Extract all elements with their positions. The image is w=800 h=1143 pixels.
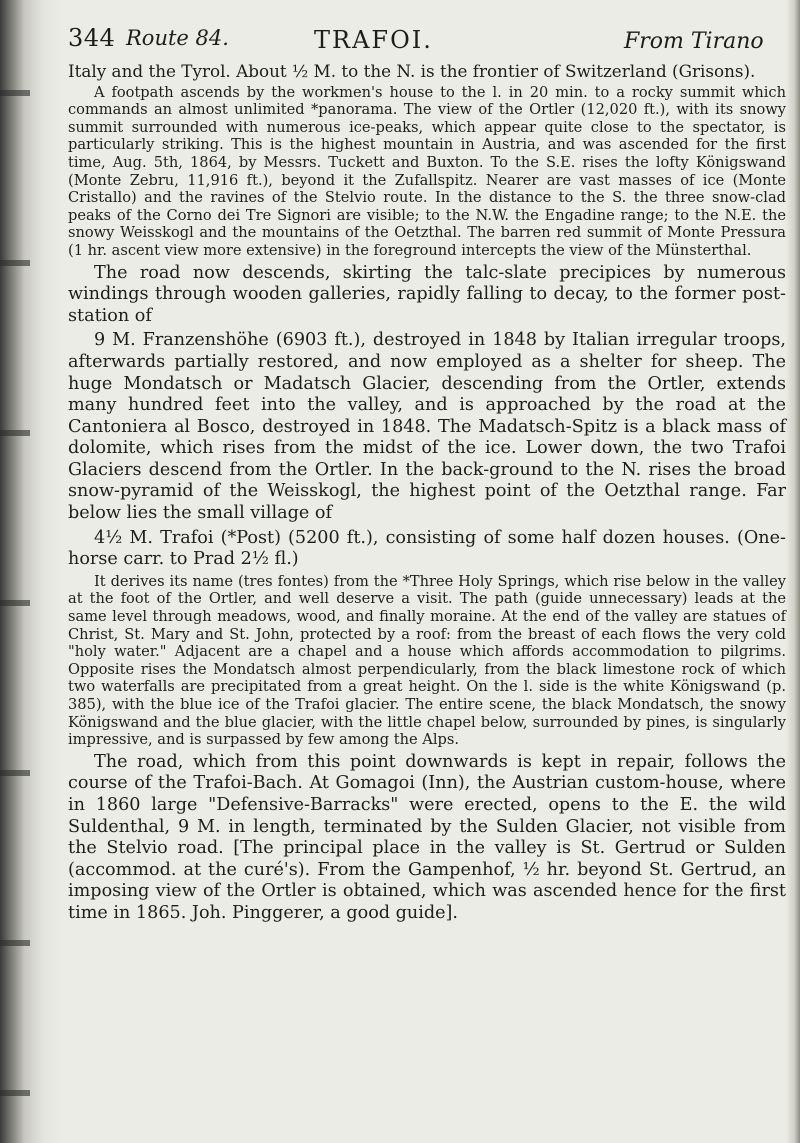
- book-page: [68, 14, 786, 1136]
- paragraph-franzenshohe: 9 M. Franzenshöhe (6903 ft.), destroyed in 1848 by Italian irregular troops, afterwards partially restored, and now employed as a shelter for sheep. The huge Mondatsch or Madatsch Glacier, descending from the Ortler, extends many hundred feet into the valley, and is approached by the road at the Cantoniera al Bosco, destroyed in 1848. The Madatsch-Spitz is a black mass of dolomite, which rises from the midst of the ice. Lower down, the two Trafoi Glaciers descend from the Ortler. In the back-ground to the N. rises the broad snow-pyramid of the Weisskogl, the highest point of the Oetzthal range. Far below lies the small village of: [68, 330, 786, 524]
- paragraph-road-repair: The road, which from this point downwards is kept in repair, follows the course of the Trafoi-Bach. At Gomagoi (Inn), the Austrian custom-house, where in 1860 large "Defensive-Barracks" were erected, opens to the E. the wild Suldenthal, 9 M. in length, terminated by the Sulden Glacier, not visible from the Stelvio road. [The principal place in the valley is St. Gertrud or Sulden (accommod. at the curé's). From the Gampenhof, ½ hr. beyond St. Gertrud, an imposing view of the Ortler is obtained, which was ascended hence for the first time in 1865. Joh. Pinggerer, a good guide].: [68, 751, 786, 923]
- route-label: Route 84.: [126, 26, 229, 50]
- paragraph-road-descends: The road now descends, skirting the talc-slate precipices by numerous windings through wooden galleries, rapidly falling to decay, to the former post-station of: [68, 262, 786, 326]
- paragraph-frontier: Italy and the Tyrol. About ½ M. to the N. is the frontier of Switzerland (Grisons).: [68, 61, 756, 81]
- paragraph-trafoi: 4½ M. Trafoi (*Post) (5200 ft.), consisting of some half dozen houses. (One-horse carr. to Prad 2½ fl.): [68, 527, 786, 570]
- paragraph-panorama: A footpath ascends by the workmen's house to the l. in 20 min. to a rocky summit which commands an almost unlimited *panorama. The view of the Ortler (12,020 ft.), with its snowy summit surrounded with numerous ice-peaks, which appear quite close to the spectator, is particularly striking. This is the highest mountain in Austria, and was ascended for the first time, Aug. 5th, 1864, by Messrs. Tuckett and Buxton. To the S.E. rises the lofty Königswand (Monte Zebru, 11,916 ft.), beyond it the Zufallspitz. Nearer are vast masses of ice (Monte Cristallo) and the ravines of the Stelvio route. In the distance to the S. the three snow-clad peaks of the Corno dei Tre Signori are visible; to the N.W. the Engadine range; to the N.E. the snowy Weisskogl and the mountains of the Oetzthal. The barren red summit of Monte Pressura (1 hr. ascent view more extensive) in the foreground intercepts the view of the Münsterthal.: [68, 83, 786, 259]
- page-title: TRAFOI.: [314, 26, 433, 54]
- running-header: [68, 14, 786, 60]
- book-binding-shadow: [0, 0, 62, 1143]
- page-number: 344: [68, 24, 116, 52]
- from-label: From Tirano: [624, 29, 764, 54]
- page-edge-shadow: [786, 0, 800, 1143]
- paragraph-holy-springs: It derives its name (tres fontes) from the *Three Holy Springs, which rise below in the valley at the foot of the Ortler, and well deserve a visit. The path (guide unnecessary) leads at the same level through meadows, wood, and finally moraine. At the end of the valley are statues of Christ, St. Mary and St. John, protected by a roof: from the breast of each flows the very cold "holy water." Adjacent are a chapel and a house which affords accommodation to pilgrims. Opposite rises the Mondatsch almost perpendicularly, from the black limestone rock of which two waterfalls are precipitated from a great height. On the l. side is the white Königswand (p. 385), with the blue ice of the Trafoi glacier. The entire scene, the black Mondatsch, the snowy Königswand and the blue glacier, with the little chapel below, surrounded by pines, is singularly impressive, and is surpassed by few among the Alps.: [68, 572, 786, 749]
